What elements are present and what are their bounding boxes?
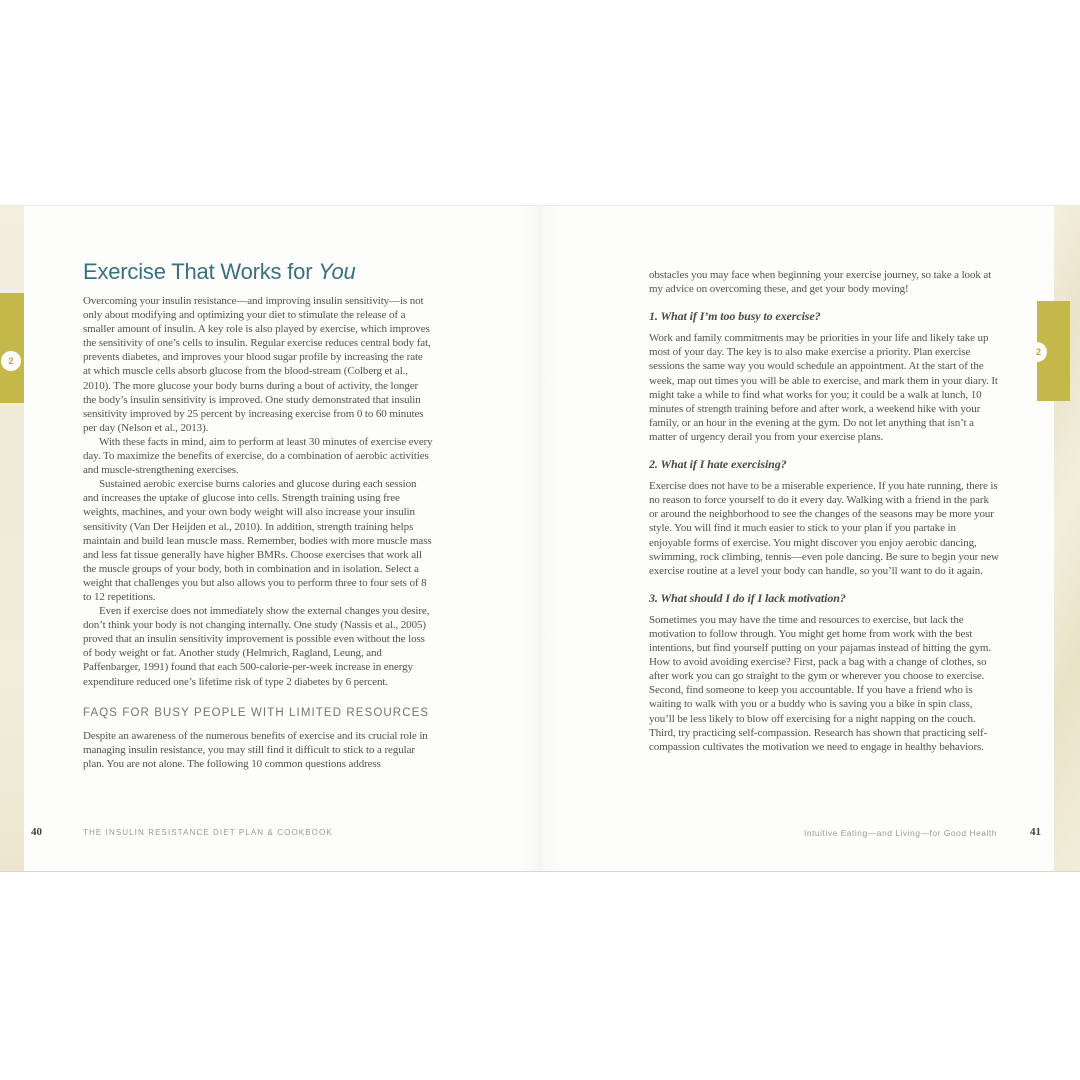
faq-section-heading: FAQS FOR BUSY PEOPLE WITH LIMITED RESOURCES bbox=[83, 706, 430, 719]
paragraph: obstacles you may face when beginning your exercise journey, so take a look at my advice on overcoming these, and get your body moving! bbox=[649, 269, 992, 296]
section-title-emphasis: You bbox=[318, 259, 356, 284]
faq-answer: Sometimes you may have the time and resources to exercise, but lack the motivation to follow through. You might get home from work with the best intentions, but find yourself putting on your pajamas instead of hitting the gym. How to avoid avoiding exercise? First, pack a bag with a change of clothes, so after work you can go straight to the gym or wherever you choose to exercise. Second, find someone to keep you accountable. If you have a friend who is waiting to walk with you or a buddy who is saving you a bike in spin class, you’ll be less likely to blow off exercising for a night napping on the couch. Third, try practicing self-compassion. Research has shown that practicing self-compassion cultivates the motivation we need to engage in healthy behaviors. bbox=[649, 613, 992, 753]
chapter-tab-left bbox=[0, 293, 24, 403]
chapter-number: 2 bbox=[8, 356, 14, 366]
faq-answer: Work and family commitments may be priorities in your life and likely take up most of your day. The key is to also make exercise a priority. Plan exercise sessions the same way you would schedule an appointment. At the start of the week, map out times you will be able to exercise, and mark them in your diary. It might take a while to find what works for you; it could be a walk at lunch, 10 minutes of strength training before and after work, a weekend hike with your family, or an hour in the evening at the gym. Do not let anything that isn’t a matter of urgency derail you from your exercise plans. bbox=[649, 332, 998, 443]
page-number-right: 41 bbox=[1030, 826, 1041, 838]
faq-answer: Exercise does not have to be a miserable experience. If you hate running, there is no reason to force yourself to do it every day. Walking with a friend in the park or around the neighborhood to see the changes of the seasons may be more your style. You will find it much easier to stick to your plan if you partake in enjoyable forms of exercise. You might discover you enjoy aerobic dancing, swimming, rock climbing, tennis—even pole dancing. Be sure to begin your new exercise routine at a level your body can handle, so you’ll want to do it again. bbox=[649, 480, 999, 577]
paragraph: Despite an awareness of the numerous benefits of exercise and its crucial role in managing insulin resistance, you may still find it difficult to stick to a regular plan. You are not alone. The following 10 common questions address bbox=[83, 729, 428, 770]
right-page-body bbox=[649, 268, 999, 754]
spread-gutter bbox=[516, 206, 564, 871]
chapter-tab-right bbox=[1037, 301, 1070, 401]
book-spread bbox=[0, 205, 1080, 872]
page-number-left: 40 bbox=[31, 826, 42, 838]
chapter-number-badge bbox=[1027, 342, 1047, 362]
section-title bbox=[83, 259, 356, 285]
faq-question: 2. What if I hate exercising? bbox=[649, 457, 787, 472]
section-title-text: Exercise That Works for bbox=[83, 259, 319, 284]
faq-question: 1. What if I’m too busy to exercise? bbox=[649, 309, 821, 324]
chapter-number-badge bbox=[1, 351, 21, 371]
paragraph: With these facts in mind, aim to perform at least 30 minutes of exercise every day. To maximize the benefits of exercise, do a combination of aerobic activities and muscle-strengthening exercises. bbox=[83, 435, 433, 477]
faq-question: 3. What should I do if I lack motivation? bbox=[649, 590, 846, 605]
paragraph: Sustained aerobic exercise burns calories and glucose during each session and increases the uptake of glucose into cells. Strength training using free weights, machines, and your own body weight will also increase your insulin sensitivity (Van Der Heijden et al., 2010). In addition, strength training helps maintain and build lean muscle mass. Remember, bodies with more muscle mass and less fat tissue generally have higher BMRs. Choose exercises that work all the muscle groups of your body, both in combination and in isolation. Select a weight that challenges you but also allows you to perform three to four sets of 8 to 12 repetitions. bbox=[83, 478, 432, 603]
paragraph: Overcoming your insulin resistance—and improving insulin sensitivity—is not only about modifying and optimizing your diet to stimulate the release of a smaller amount of insulin. A key role is also played by exercise, which improves the sensitivity of one’s cells to insulin. Regular exercise reduces central body fat, prevents diabetes, and improves your blood sugar profile by increasing the rate at which muscle cells absorb glucose from the blood-stream (Colberg et al., 2010). The more glucose your body burns during a bout of activity, the longer the body’s insulin sensitivity is improved. One study demonstrated that insulin sensitivity improved by 25 percent by increasing exercise from 0 to 60 minutes per day (Nelson et al., 2013). bbox=[83, 295, 431, 434]
left-page-body bbox=[83, 294, 433, 771]
chapter-number: 2 bbox=[1035, 347, 1041, 357]
running-title-right: Intuitive Eating—and Living—for Good Health bbox=[803, 828, 997, 838]
running-title-left: THE INSULIN RESISTANCE DIET PLAN & COOKBOOK bbox=[83, 828, 333, 837]
paragraph: Even if exercise does not immediately show the external changes you desire, don’t think your body is not changing internally. One study (Nassis et al., 2005) proved that an insulin sensitivity improvement is possible even without the loss of body weight or fat. Another study (Helmrich, Ragland, Leung, and Paffenbarger, 1991) found that each 500-calorie-per-week increase in energy expenditure reduced one’s lifetime risk of type 2 diabetes by 6 percent. bbox=[83, 605, 430, 688]
